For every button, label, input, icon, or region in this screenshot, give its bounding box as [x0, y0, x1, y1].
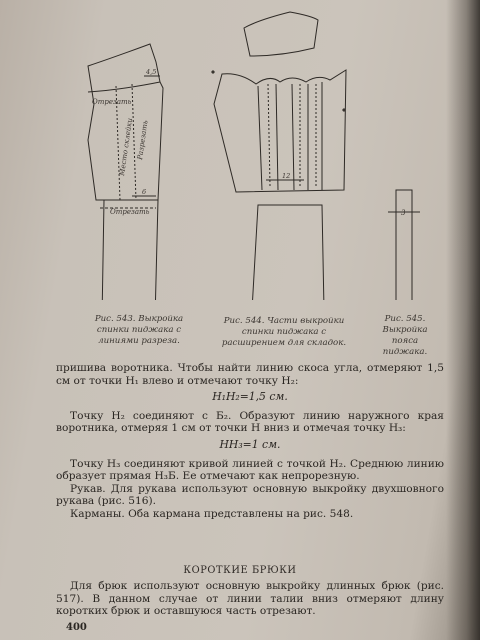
fig544-dim-12: 12 [282, 172, 291, 180]
page-number: 400 [66, 622, 87, 633]
paragraph-1: пришива воротника. Чтобы найти линию скоса угла, отмеряют 1,5 см от точки H₁ влево и отмечают точку H₂: [56, 362, 444, 387]
section-title: КОРОТКИЕ БРЮКИ [183, 565, 297, 576]
fig545-caption: Рис. 545. Выкройка пояса пиджака. [382, 314, 428, 357]
fig543-label-mesto-svyazki: Место склейки [118, 117, 135, 177]
fig545-dim-3: 3 [401, 209, 406, 217]
paragraph-4: Рукав. Для рукава используют основную выкройку двухшовного рукава (рис. 516). [56, 482, 444, 508]
formula-2: HH₃=1 см. [219, 437, 281, 451]
paragraph-5: Карманы. Оба кармана представлены на рис. 548. [70, 507, 354, 520]
paragraph-3: Точку H₃ соединяют кривой линией с точкой H₂. Среднюю линию образует прямая H₃Б. Ее отмечают как непрорезную. [56, 457, 444, 483]
fig544-back-pleats [214, 70, 346, 300]
pattern-figures [0, 0, 480, 300]
page-shadow [446, 0, 480, 640]
fig544-collar-piece [244, 12, 318, 56]
fig544-caption: Рис. 544. Части выкройки спинки пиджака с расширением для складок. [221, 316, 347, 348]
fig543-label-otrezat-bottom: Отрезать [110, 208, 150, 216]
formula-1: H₁H₂=1,5 см. [212, 390, 288, 404]
fig543-label-razrezat: Разрезать [136, 119, 150, 161]
fig543-dim-45: 4,5 [146, 68, 157, 76]
paragraph-2: Точку H₂ соединяют с Б₂. Образуют линию наружного края воротника, отмеряя 1 см от точки H вниз и отмечая точку H₃: [56, 409, 444, 435]
body-text [56, 362, 444, 521]
body-text-2 [56, 580, 444, 618]
fig543-label-otrezat-top: Отрезать [92, 98, 132, 106]
fig543-caption: Рис. 543. Выкройка спинки пиджака с линиями разреза. [94, 314, 184, 346]
paragraph-6: Для брюк используют основную выкройку длинных брюк (рис. 517). В данном случае от линии талии вниз отмеряют длину коротких брюк и оставшуюся часть отрезают. [56, 580, 444, 618]
fig543-dim-6: 6 [142, 188, 147, 196]
fig545-belt [388, 190, 420, 300]
